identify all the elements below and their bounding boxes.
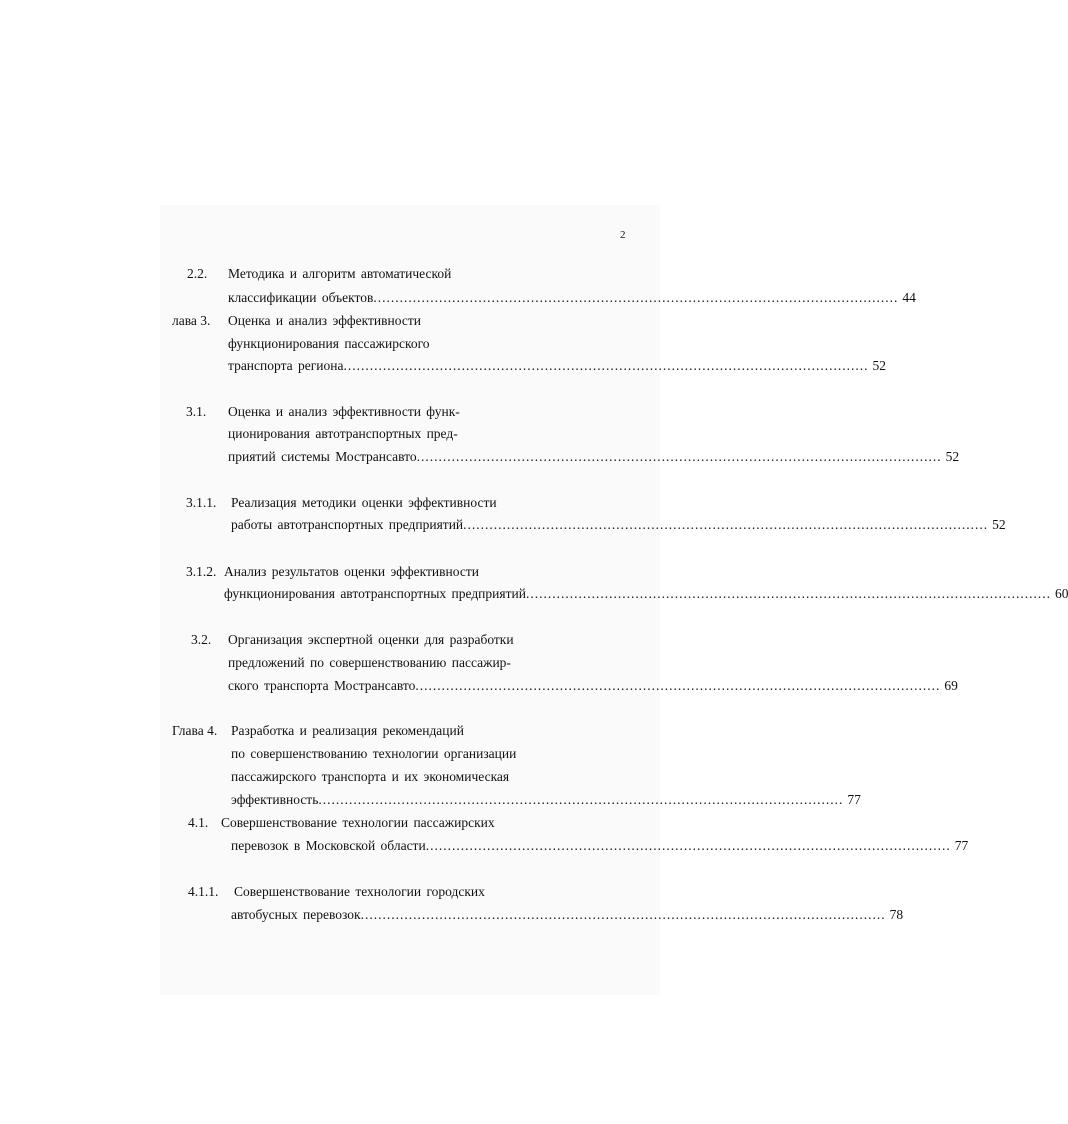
toc-entry-title-line: Реализация методики оценки эффективности xyxy=(231,495,497,510)
toc-entry-title-line: предложений по совершенствованию пассажир- xyxy=(228,655,511,670)
dot-leader: ........................................................................................................................ xyxy=(416,449,942,464)
toc-entry-page: 77 xyxy=(954,838,969,853)
toc-entry-title-line: функционирования пассажирского xyxy=(228,336,430,351)
toc-entry-title-line: ского транспорта Мострансавто xyxy=(228,678,416,693)
toc-entry-page: 77 xyxy=(847,792,861,807)
toc-entry-title-line: пассажирского транспорта и их экономическая xyxy=(231,769,510,784)
toc-entry-title-line: функционирования автотранспортных предприятий xyxy=(224,586,526,601)
toc-entry-number: 4.1. xyxy=(188,815,209,830)
dot-leader: ........................................................................................................................ xyxy=(373,290,899,305)
toc-entry-number: 2.2. xyxy=(187,266,208,281)
toc-entry-page: 52 xyxy=(992,517,1006,532)
dot-leader: ........................................................................................................................ xyxy=(318,792,844,807)
toc-entry-leader-line xyxy=(231,838,969,854)
toc-entry-title-line: транспорта региона xyxy=(228,358,344,373)
toc-entry-leader-line xyxy=(231,907,904,923)
toc-entry-number: Глава 4. xyxy=(172,723,218,738)
dot-leader: ........................................................................................................................ xyxy=(525,586,1051,601)
toc-entry-leader-line xyxy=(228,678,958,694)
toc-entry-title-line: приятий системы Мострансавто xyxy=(228,449,417,464)
toc-entry-page: 60 xyxy=(1054,586,1068,601)
toc-entry-number: 3.1.2. xyxy=(186,564,217,579)
dot-leader: ........................................................................................................................ xyxy=(360,907,886,922)
toc-entry-title-line: Разработка и реализация рекомендаций xyxy=(231,723,464,738)
toc-entry-title-line: Анализ результатов оценки эффективности xyxy=(224,564,479,579)
dot-leader: ........................................................................................................................ xyxy=(463,517,989,532)
toc-entry-page: 69 xyxy=(944,678,958,693)
toc-entry-title-line: Организация экспертной оценки для разработки xyxy=(228,632,514,647)
toc-entry-number: 4.1.1. xyxy=(188,884,219,899)
toc-entry-number: 3.1. xyxy=(186,404,207,419)
toc-entry-page: 44 xyxy=(902,290,916,305)
toc-entry-title-line: перевозок в Московской области xyxy=(231,838,426,853)
toc-entry-title-line: Оценка и анализ эффективности xyxy=(228,313,421,328)
toc-entry-title-line: Оценка и анализ эффективности функ- xyxy=(228,404,460,419)
toc-entry-page: 78 xyxy=(889,907,904,922)
toc-entry-title-line: Совершенствование технологии городских xyxy=(234,884,485,899)
toc-entry-leader-line xyxy=(231,517,1006,533)
toc-entry-title-line: работы автотранспортных предприятий xyxy=(231,517,464,532)
toc-entry-title-line: эффективность xyxy=(231,792,319,807)
toc-entry-leader-line xyxy=(224,586,1068,602)
toc-entry-title-line: автобусных перевозок xyxy=(231,907,361,922)
toc-entry-leader-line xyxy=(228,290,916,306)
toc-entry-title-line: Совершенствование технологии пассажирских xyxy=(221,815,495,830)
dot-leader: ........................................................................................................................ xyxy=(415,678,941,693)
toc-entry-number: 3.2. xyxy=(191,632,212,647)
toc-entry-page: 52 xyxy=(872,358,886,373)
page-number: 2 xyxy=(620,229,626,241)
toc-entry-number: 3.1.1. xyxy=(186,495,217,510)
toc-entry-title-line: Методика и алгоритм автоматической xyxy=(228,266,452,281)
toc-entry-leader-line xyxy=(228,358,886,374)
toc-entry-leader-line xyxy=(231,792,861,808)
toc-entry-title-line: классификации объектов xyxy=(228,290,374,305)
toc-entry-leader-line xyxy=(228,449,960,465)
dot-leader: ........................................................................................................................ xyxy=(425,838,951,853)
toc-entry-title-line: по совершенствованию технологии организации xyxy=(231,746,517,761)
dot-leader: ........................................................................................................................ xyxy=(343,358,869,373)
toc-entry-title-line: ционирования автотранспортных пред- xyxy=(228,426,458,441)
toc-entry-page: 52 xyxy=(945,449,960,464)
toc-entry-number: лава 3. xyxy=(172,313,211,328)
